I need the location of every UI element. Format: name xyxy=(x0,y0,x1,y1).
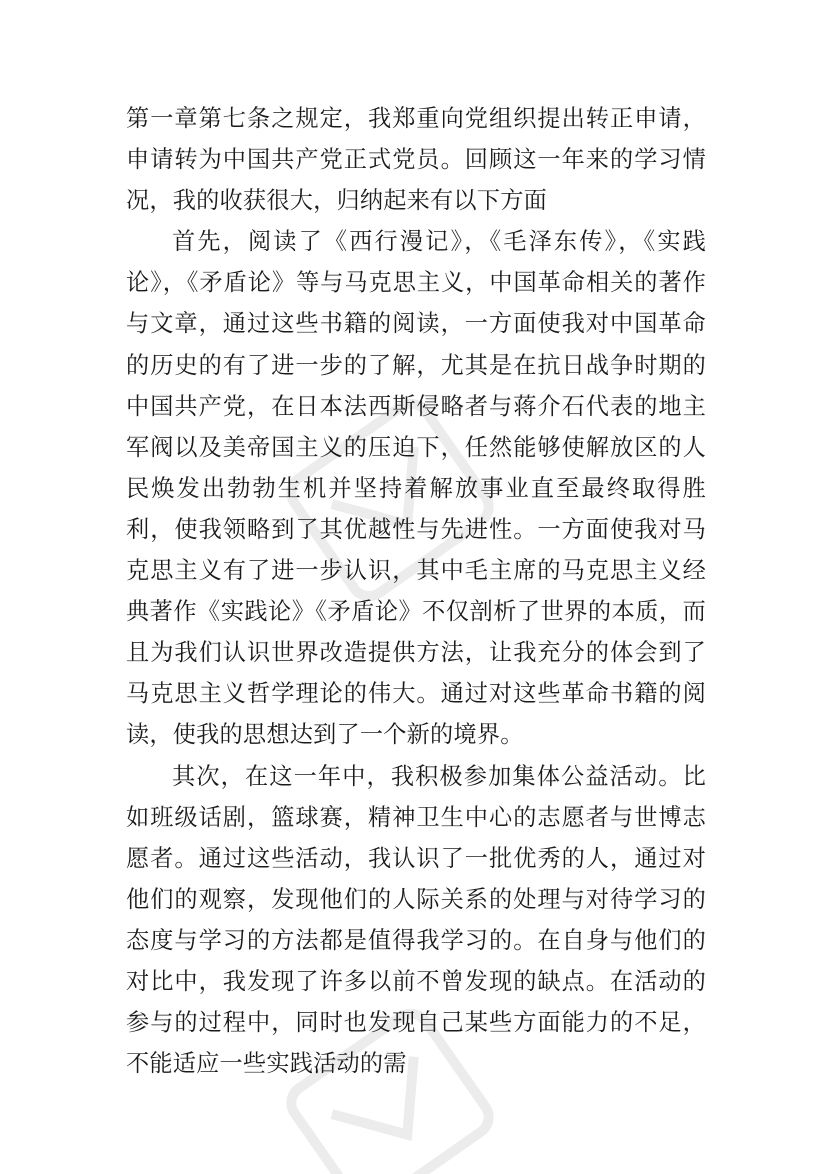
document-body xyxy=(126,98,706,1084)
paragraph-activities: 其次，在这一年中，我积极参加集体公益活动。比如班级话剧，篮球赛，精神卫生中心的志愿者与世博志愿者。通过这些活动，我认识了一批优秀的人，通过对他们的观察，发现他们的人际关系的处理与对待学习的态度与学习的方法都是值得我学习的。在自身与他们的对比中，我发现了许多以前不曾发现的缺点。在活动的参与的过程中，同时也发现自己某些方面能力的不足，不能适应一些实践活动的需 xyxy=(126,762,706,1078)
paragraph-reading: 首先，阅读了《西行漫记》，《毛泽东传》，《实践论》，《矛盾论》等与马克思主义，中国革命相关的著作与文章，通过这些书籍的阅读，一方面使我对中国革命的历史的有了进一步的了解，尤其是在抗日战争时期的中国共产党，在日本法西斯侵略者与蒋介石代表的地主军阀以及美帝国主义的压迫下，任然能够使解放区的人民焕发出勃勃生机并坚持着解放事业直至最终取得胜利，使我领略到了其优越性与先进性。一方面使我对马克思主义有了进一步认识，其中毛主席的马克思主义经典著作《实践论》《矛盾论》不仅剖析了世界的本质，而且为我们认识世界改造提供方法，让我充分的体会到了马克思主义哲学理论的伟大。通过对这些革命书籍的阅读，使我的思想达到了一个新的境界。 xyxy=(126,228,706,749)
paragraph-continuation: 第一章第七条之规定，我郑重向党组织提出转正申请，申请转为中国共产党正式党员。回顾这一年来的学习情况，我的收获很大，归纳起来有以下方面 xyxy=(126,105,706,215)
